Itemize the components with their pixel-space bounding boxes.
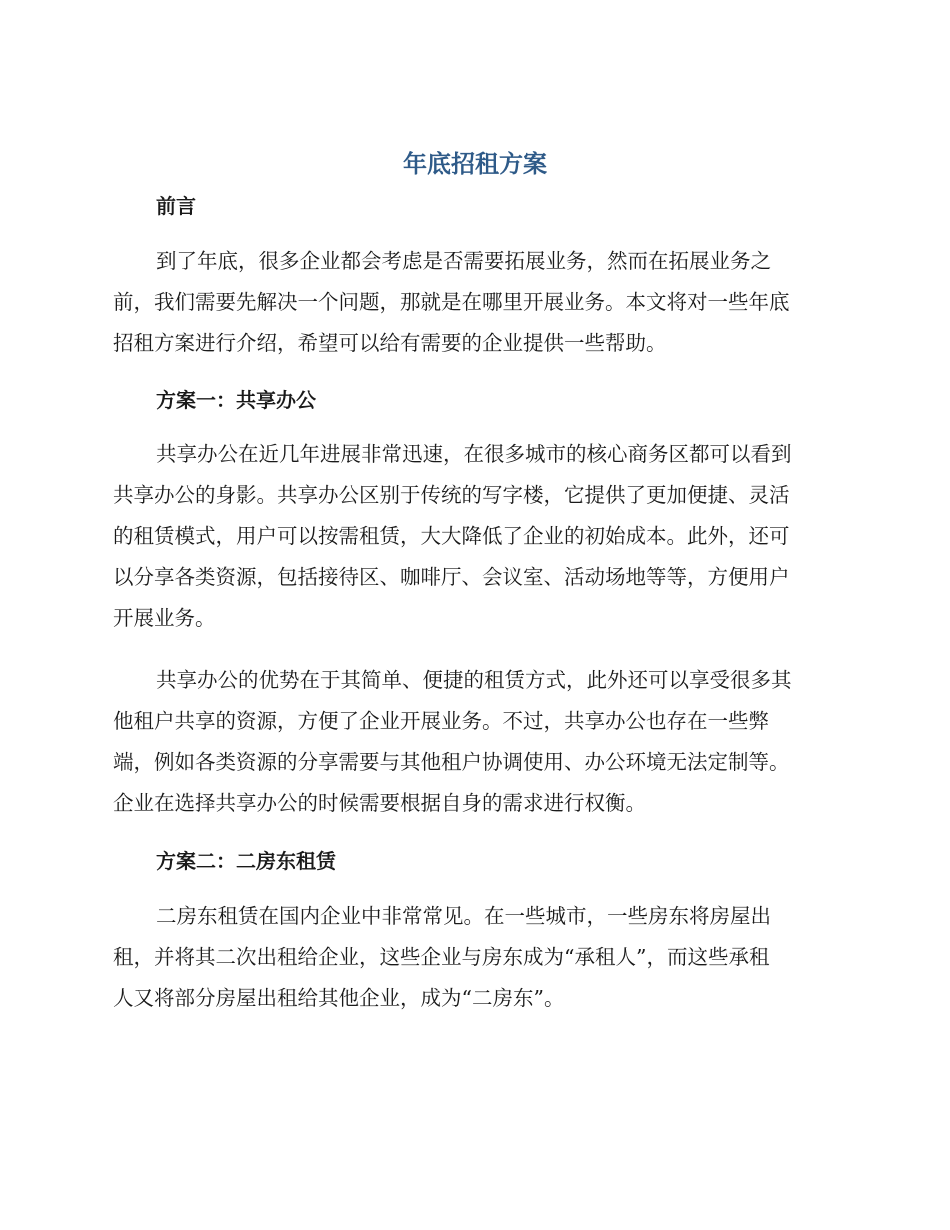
paragraph-line: 端，例如各类资源的分享需要与其他租户协调使用、办公环境无法定制等。 bbox=[113, 750, 790, 774]
paragraph-line: 以分享各类资源，包括接待区、咖啡厅、会议室、活动场地等等，方便用户 bbox=[113, 565, 790, 589]
paragraph-line: 企业在选择共享办公的时候需要根据自身的需求进行权衡。 bbox=[113, 791, 646, 815]
paragraph-line: 人又将部分房屋出租给其他企业，成为“二房东”。 bbox=[113, 986, 565, 1010]
document-title: 年底招租方案 bbox=[403, 150, 547, 178]
paragraph-plan-two bbox=[113, 896, 853, 1019]
paragraph-line: 租，并将其二次出租给企业，这些企业与房东成为“承租人”，而这些承租 bbox=[113, 945, 770, 969]
paragraph-line: 开展业务。 bbox=[113, 606, 216, 630]
section-heading-plan-one: 方案一：共享办公 bbox=[156, 388, 316, 412]
paragraph-preface bbox=[113, 241, 853, 364]
paragraph-line: 二房东租赁在国内企业中非常常见。在一些城市，一些房东将房屋出 bbox=[156, 904, 771, 928]
paragraph-line: 共享办公的优势在于其简单、便捷的租赁方式，此外还可以享受很多其 bbox=[156, 668, 792, 692]
section-heading-plan-two: 方案二：二房东租赁 bbox=[156, 849, 336, 873]
paragraph-line: 招租方案进行介绍，希望可以给有需要的企业提供一些帮助。 bbox=[113, 331, 667, 355]
paragraph-line: 共享办公的身影。共享办公区别于传统的写字楼，它提供了更加便捷、灵活 bbox=[113, 483, 790, 507]
paragraph-line: 前，我们需要先解决一个问题，那就是在哪里开展业务。本文将对一些年底 bbox=[113, 290, 790, 314]
paragraph-plan-one-2 bbox=[113, 660, 853, 824]
paragraph-line: 他租户共享的资源，方便了企业开展业务。不过，共享办公也存在一些弊 bbox=[113, 709, 769, 733]
paragraph-plan-one-1 bbox=[113, 434, 853, 639]
paragraph-line: 到了年底，很多企业都会考虑是否需要拓展业务，然而在拓展业务之 bbox=[156, 249, 771, 273]
section-heading-preface: 前言 bbox=[156, 194, 196, 218]
paragraph-line: 的租赁模式，用户可以按需租赁，大大降低了企业的初始成本。此外，还可 bbox=[113, 524, 790, 548]
paragraph-line: 共享办公在近几年进展非常迅速，在很多城市的核心商务区都可以看到 bbox=[156, 442, 792, 466]
